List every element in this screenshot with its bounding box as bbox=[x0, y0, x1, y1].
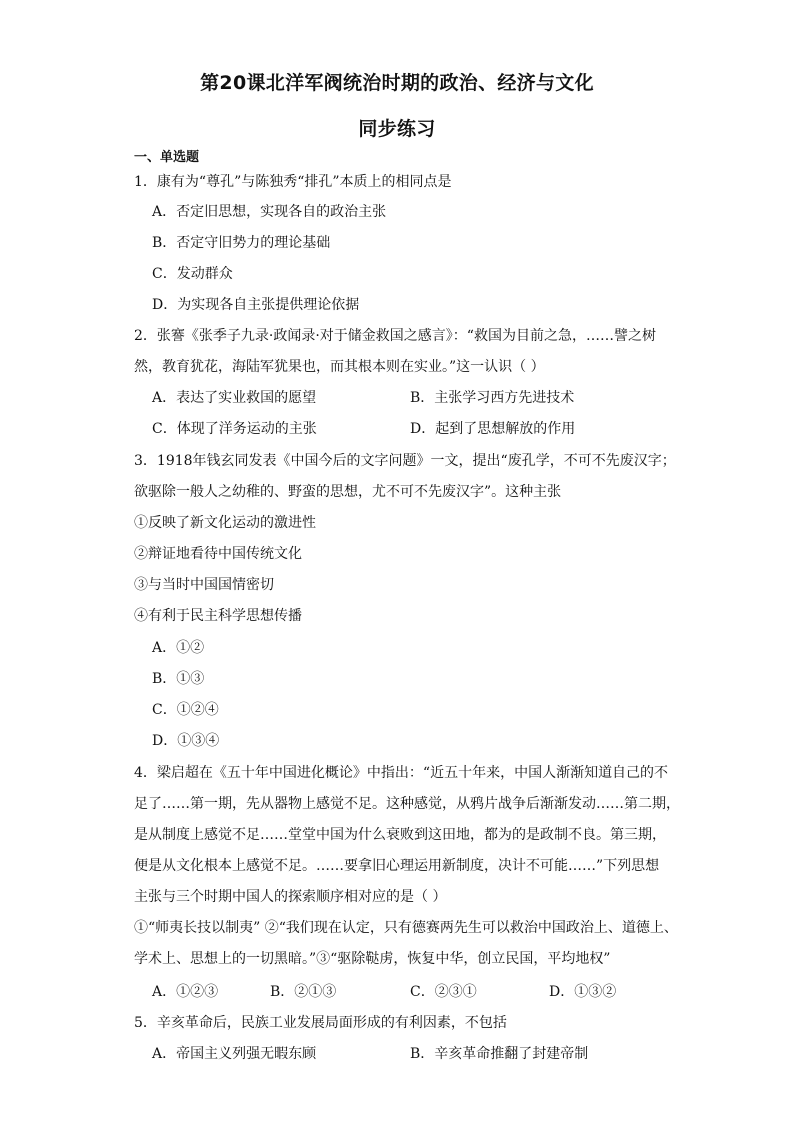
question-4-stem-line-1: 4．梁启超在《五十年中国进化概论》中指出：“近五十年来，中国人渐渐知道自己的不 bbox=[134, 765, 669, 781]
question-3-item-1: ①反映了新文化运动的激进性 bbox=[134, 515, 316, 531]
question-3-option-d: D．①③④ bbox=[152, 733, 220, 749]
question-4-stem-line-5: 主张与三个时期中国人的探索顺序相对应的是（ ） bbox=[134, 889, 447, 905]
question-1-option-d: D．为实现各自主张提供理论依据 bbox=[152, 297, 360, 313]
question-4-stem-line-6: ①“师夷长技以制夷” ②“我们现在认定，只有德赛两先生可以救治中国政治上、道德上、 bbox=[134, 920, 678, 936]
question-3-item-3: ③与当时中国国情密切 bbox=[134, 577, 274, 593]
question-2-option-a: A．表达了实业救国的愿望 bbox=[152, 390, 317, 406]
question-3-stem-line-1: 3．1918年钱玄同发表《中国今后的文字问题》一文，提出“废孔学，不可不先废汉字； bbox=[134, 453, 676, 469]
question-2-stem-line-2: 然，教育犹花，海陆军犹果也，而其根本则在实业。”这一认识（ ） bbox=[134, 359, 545, 375]
page-subtitle: 同步练习 bbox=[358, 118, 436, 140]
question-4-stem-line-7: 学术上、思想上的一切黑暗。”③“驱除鞑虏，恢复中华，创立民国，平均地权” bbox=[134, 951, 611, 967]
question-1-option-a: A．否定旧思想，实现各自的政治主张 bbox=[152, 204, 387, 220]
question-1-option-b: B．否定守旧势力的理论基础 bbox=[152, 235, 331, 251]
question-2-option-d: D．起到了思想解放的作用 bbox=[410, 421, 576, 437]
section-heading: 一、单选题 bbox=[134, 150, 200, 165]
question-5-option-a: A．帝国主义列强无暇东顾 bbox=[152, 1046, 317, 1062]
question-3-item-2: ②辩证地看待中国传统文化 bbox=[134, 546, 302, 562]
question-5-stem: 5．辛亥革命后，民族工业发展局面形成的有利因素，不包括 bbox=[134, 1015, 507, 1031]
question-4-option-c: C．②③① bbox=[410, 984, 477, 1000]
page-title: 第20课北洋军阀统治时期的政治、经济与文化 bbox=[200, 72, 594, 94]
question-3-option-a: A．①② bbox=[152, 640, 205, 656]
question-4-option-b: B．②①③ bbox=[270, 984, 337, 1000]
question-3-stem-line-2: 欲驱除一般人之幼稚的、野蛮的思想，尤不可不先废汉字”。这种主张 bbox=[134, 484, 562, 500]
question-3-option-b: B．①③ bbox=[152, 671, 205, 687]
question-4-option-d: D．①③② bbox=[549, 984, 617, 1000]
question-2-option-b: B．主张学习西方先进技术 bbox=[410, 390, 575, 406]
question-2-option-c: C．体现了洋务运动的主张 bbox=[152, 421, 317, 437]
question-4-stem-line-4: 便是从文化根本上感觉不足。……要拿旧心理运用新制度，决计不可能……”下列思想 bbox=[134, 858, 660, 874]
question-4-stem-line-2: 足了……第一期，先从器物上感觉不足。这种感觉，从鸦片战争后渐渐发动……第二期， bbox=[134, 796, 680, 812]
question-3-option-c: C．①②④ bbox=[152, 702, 219, 718]
question-5-option-b: B．辛亥革命推翻了封建帝制 bbox=[410, 1046, 589, 1062]
question-1-option-c: C．发动群众 bbox=[152, 266, 233, 282]
question-4-option-a: A．①②③ bbox=[152, 984, 219, 1000]
question-2-stem-line-1: 2．张謇《张季子九录·政闻录·对于储金救国之感言》：“救国为目前之急，……譬之树 bbox=[134, 328, 656, 344]
question-3-item-4: ④有利于民主科学思想传播 bbox=[134, 608, 302, 624]
question-1-stem: 1．康有为“尊孔”与陈独秀“排孔”本质上的相同点是 bbox=[134, 174, 452, 190]
question-4-stem-line-3: 是从制度上感觉不足……堂堂中国为什么衰败到这田地，都为的是政制不良。第三期， bbox=[134, 827, 666, 843]
